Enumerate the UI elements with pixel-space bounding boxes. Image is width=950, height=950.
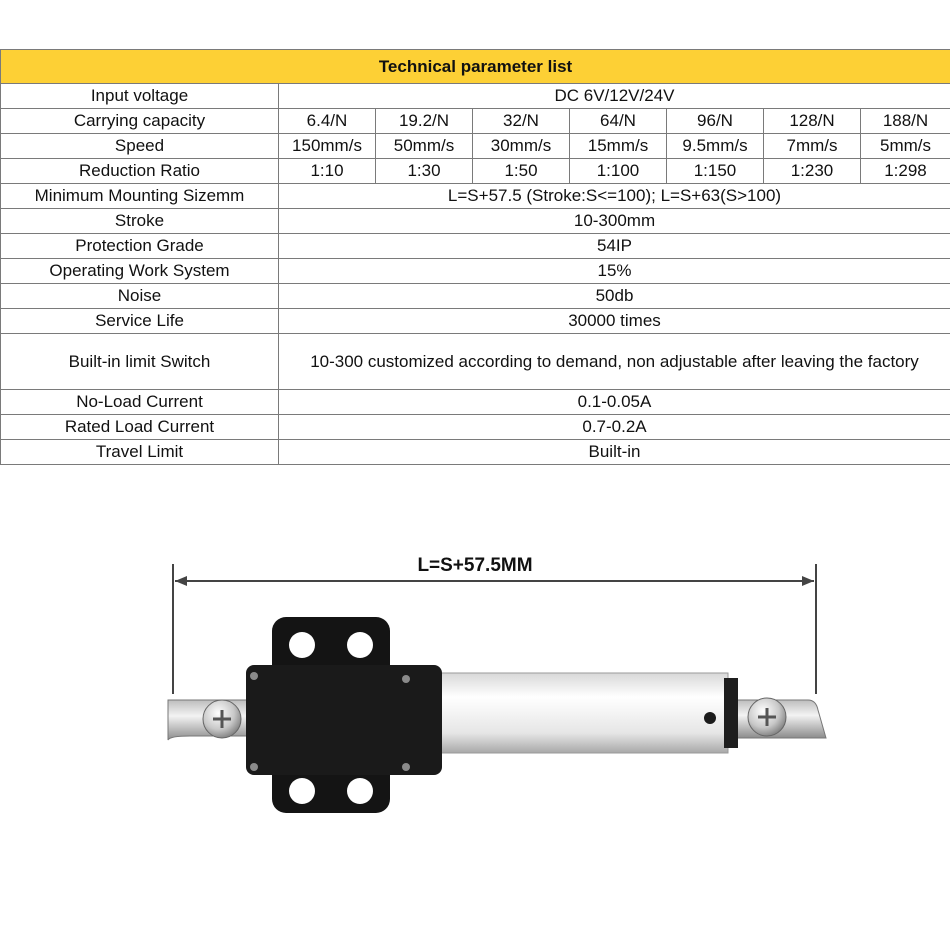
row-label: Reduction Ratio <box>1 159 279 184</box>
table-row <box>1 309 950 334</box>
motor-housing <box>246 617 442 813</box>
cell-value: 15mm/s <box>570 134 667 159</box>
row-label: Carrying capacity <box>1 109 279 134</box>
row-value: Built-in <box>279 440 950 465</box>
cell-value: 1:230 <box>764 159 861 184</box>
table-row <box>1 184 950 209</box>
table-title: Technical parameter list <box>1 50 950 84</box>
row-label: Speed <box>1 134 279 159</box>
cell-value: 1:30 <box>376 159 473 184</box>
row-label: Service Life <box>1 309 279 334</box>
actuator-tube <box>438 673 738 753</box>
cell-value: 32/N <box>473 109 570 134</box>
table-row <box>1 334 950 390</box>
row-value: 10-300mm <box>279 209 950 234</box>
table-row <box>1 159 950 184</box>
table-title-row <box>1 50 950 84</box>
row-label: Noise <box>1 284 279 309</box>
cell-value: 1:298 <box>861 159 950 184</box>
cell-value: 19.2/N <box>376 109 473 134</box>
cell-value: 1:50 <box>473 159 570 184</box>
row-value: 50db <box>279 284 950 309</box>
left-screw-icon <box>203 700 241 738</box>
table-row <box>1 440 950 465</box>
row-label: Stroke <box>1 209 279 234</box>
row-value: 54IP <box>279 234 950 259</box>
table-row <box>1 259 950 284</box>
row-label: Operating Work System <box>1 259 279 284</box>
row-label: Protection Grade <box>1 234 279 259</box>
table-row <box>1 415 950 440</box>
row-value: 0.7-0.2A <box>279 415 950 440</box>
row-value: 10-300 customized according to demand, non adjustable after leaving the factory <box>279 334 950 390</box>
table-row <box>1 209 950 234</box>
row-value: DC 6V/12V/24V <box>279 84 950 109</box>
dimension-label: L=S+57.5MM <box>417 555 533 576</box>
table-row <box>1 234 950 259</box>
cell-value: 30mm/s <box>473 134 570 159</box>
table-row <box>1 84 950 109</box>
row-value: 15% <box>279 259 950 284</box>
row-label: Built-in limit Switch <box>1 334 279 390</box>
cell-value: 50mm/s <box>376 134 473 159</box>
cell-value: 150mm/s <box>279 134 376 159</box>
row-label: Travel Limit <box>1 440 279 465</box>
table-row <box>1 284 950 309</box>
cell-value: 7mm/s <box>764 134 861 159</box>
cell-value: 188/N <box>861 109 950 134</box>
cell-value: 9.5mm/s <box>667 134 764 159</box>
cell-value: 5mm/s <box>861 134 950 159</box>
table-row <box>1 109 950 134</box>
right-screw-icon <box>748 698 786 736</box>
row-label: Input voltage <box>1 84 279 109</box>
row-value: L=S+57.5 (Stroke:S<=100); L=S+63(S>100) <box>279 184 950 209</box>
cell-value: 96/N <box>667 109 764 134</box>
cell-value: 6.4/N <box>279 109 376 134</box>
cell-value: 1:100 <box>570 159 667 184</box>
table-row <box>1 390 950 415</box>
cell-value: 64/N <box>570 109 667 134</box>
cell-value: 1:10 <box>279 159 376 184</box>
cell-value: 128/N <box>764 109 861 134</box>
row-label: No-Load Current <box>1 390 279 415</box>
actuator-dimension-diagram <box>0 540 950 840</box>
row-value: 0.1-0.05A <box>279 390 950 415</box>
row-label: Minimum Mounting Sizemm <box>1 184 279 209</box>
table-row <box>1 134 950 159</box>
row-value: 30000 times <box>279 309 950 334</box>
cell-value: 1:150 <box>667 159 764 184</box>
technical-parameter-table <box>0 49 950 465</box>
row-label: Rated Load Current <box>1 415 279 440</box>
